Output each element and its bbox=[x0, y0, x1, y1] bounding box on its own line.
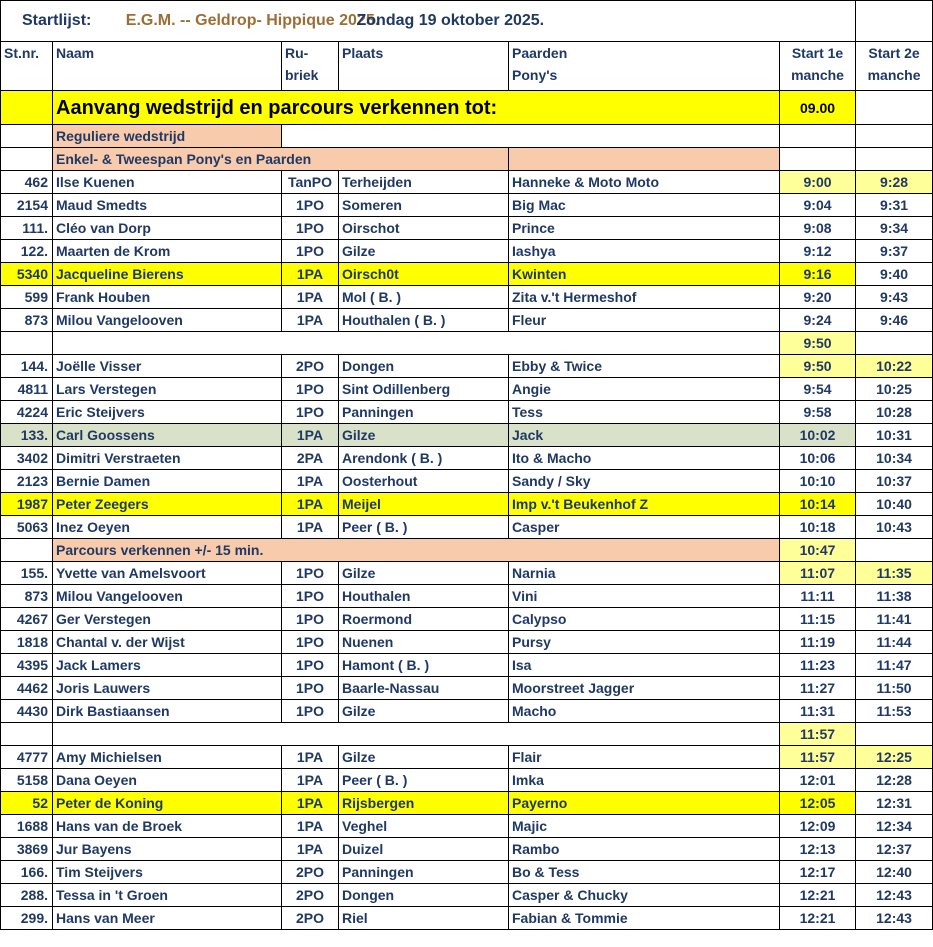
rubriek: 1PO bbox=[282, 608, 339, 631]
table-row bbox=[1, 493, 933, 516]
start-number: 4777 bbox=[1, 746, 53, 769]
pause-empty-wide bbox=[53, 723, 780, 746]
rider-name: Amy Michielsen bbox=[53, 746, 282, 769]
rider-name: Milou Vangelooven bbox=[53, 309, 282, 332]
start-time-1: 9:20 bbox=[780, 286, 856, 309]
start-time-2: 12:31 bbox=[856, 792, 933, 815]
table-row bbox=[1, 769, 933, 792]
rubriek: 1PO bbox=[282, 401, 339, 424]
paard: Isa bbox=[509, 654, 780, 677]
plaats: Dongen bbox=[339, 884, 509, 907]
plaats: Oosterhout bbox=[339, 470, 509, 493]
rider-name: Milou Vangelooven bbox=[53, 585, 282, 608]
parcours-text: Parcours verkennen +/- 15 min. bbox=[53, 539, 780, 562]
table-row bbox=[1, 585, 933, 608]
rubriek: 2PA bbox=[282, 447, 339, 470]
col-paarden: Paarden Pony's bbox=[509, 42, 780, 91]
paard: Big Mac bbox=[509, 194, 780, 217]
rider-name: Dimitri Verstraeten bbox=[53, 447, 282, 470]
rider-name: Joëlle Visser bbox=[53, 355, 282, 378]
paard: Fabian & Tommie bbox=[509, 907, 780, 930]
rider-name: Dana Oeyen bbox=[53, 769, 282, 792]
col-start2: Start 2e manche bbox=[856, 42, 933, 91]
enkel-row bbox=[1, 148, 933, 171]
start-time-1: 11:23 bbox=[780, 654, 856, 677]
plaats: Mol ( B. ) bbox=[339, 286, 509, 309]
start-number: 166. bbox=[1, 861, 53, 884]
paard: Prince bbox=[509, 217, 780, 240]
column-header-row bbox=[1, 42, 933, 91]
table-row bbox=[1, 815, 933, 838]
start-time-2: 11:53 bbox=[856, 700, 933, 723]
start-time-1: 10:02 bbox=[780, 424, 856, 447]
start-time-1: 12:05 bbox=[780, 792, 856, 815]
rubriek: 1PO bbox=[282, 654, 339, 677]
start-number: 4430 bbox=[1, 700, 53, 723]
start-time-2: 10:40 bbox=[856, 493, 933, 516]
table-row bbox=[1, 861, 933, 884]
rider-name: Tim Steijvers bbox=[53, 861, 282, 884]
parcours-time: 10:47 bbox=[780, 539, 856, 562]
start-number: 3402 bbox=[1, 447, 53, 470]
rubriek: 1PO bbox=[282, 631, 339, 654]
table-row bbox=[1, 194, 933, 217]
rider-name: Ilse Kuenen bbox=[53, 171, 282, 194]
start-number: 111. bbox=[1, 217, 53, 240]
col-rubriek: Ru- briek bbox=[282, 42, 339, 91]
paard: Macho bbox=[509, 700, 780, 723]
plaats: Someren bbox=[339, 194, 509, 217]
aanvang-row bbox=[1, 91, 933, 125]
paard: Fleur bbox=[509, 309, 780, 332]
paard: Ito & Macho bbox=[509, 447, 780, 470]
table-row bbox=[1, 424, 933, 447]
paard: Casper & Chucky bbox=[509, 884, 780, 907]
start-time-2: 12:25 bbox=[856, 746, 933, 769]
paard: Casper bbox=[509, 516, 780, 539]
start-time-1: 11:57 bbox=[780, 746, 856, 769]
table-row bbox=[1, 838, 933, 861]
start-number: 1987 bbox=[1, 493, 53, 516]
start-time-2: 10:43 bbox=[856, 516, 933, 539]
start-number: 133. bbox=[1, 424, 53, 447]
start-time-1: 10:06 bbox=[780, 447, 856, 470]
start-time-1: 11:07 bbox=[780, 562, 856, 585]
start-time-2: 12:37 bbox=[856, 838, 933, 861]
start-number: 873 bbox=[1, 585, 53, 608]
rider-name: Peter de Koning bbox=[53, 792, 282, 815]
table-row bbox=[1, 792, 933, 815]
start-time-2: 10:31 bbox=[856, 424, 933, 447]
start-time-1: 9:54 bbox=[780, 378, 856, 401]
table-row bbox=[1, 240, 933, 263]
start-number: 462 bbox=[1, 171, 53, 194]
table-row bbox=[1, 884, 933, 907]
start-number: 599 bbox=[1, 286, 53, 309]
rubriek: 2PO bbox=[282, 907, 339, 930]
rubriek: 1PA bbox=[282, 746, 339, 769]
start-number: 4267 bbox=[1, 608, 53, 631]
start-number: 52 bbox=[1, 792, 53, 815]
section-regulier: Reguliere wedstrijd bbox=[53, 125, 282, 148]
aanvang-text: Aanvang wedstrijd en parcours verkennen tot: bbox=[53, 91, 780, 125]
rubriek: 1PA bbox=[282, 286, 339, 309]
rider-name: Jack Lamers bbox=[53, 654, 282, 677]
start-time-1: 10:18 bbox=[780, 516, 856, 539]
table-row bbox=[1, 378, 933, 401]
aanvang-empty-cell bbox=[1, 91, 53, 125]
start-number: 1818 bbox=[1, 631, 53, 654]
rider-name: Cléo van Dorp bbox=[53, 217, 282, 240]
start-time-1: 9:16 bbox=[780, 263, 856, 286]
rider-name: Tessa in 't Groen bbox=[53, 884, 282, 907]
start-number: 144. bbox=[1, 355, 53, 378]
event-date: Zondag 19 oktober 2025. bbox=[356, 12, 545, 29]
start-time-1: 11:27 bbox=[780, 677, 856, 700]
plaats: Arendonk ( B. ) bbox=[339, 447, 509, 470]
rider-name: Yvette van Amelsvoort bbox=[53, 562, 282, 585]
plaats: Gilze bbox=[339, 746, 509, 769]
rubriek: 1PA bbox=[282, 309, 339, 332]
start-number: 122. bbox=[1, 240, 53, 263]
rider-name: Bernie Damen bbox=[53, 470, 282, 493]
paard: Flair bbox=[509, 746, 780, 769]
start-time-2: 9:28 bbox=[856, 171, 933, 194]
start-time-2: 9:43 bbox=[856, 286, 933, 309]
start-number: 4462 bbox=[1, 677, 53, 700]
title-empty-cell bbox=[856, 1, 933, 42]
table-row bbox=[1, 447, 933, 470]
paard: Angie bbox=[509, 378, 780, 401]
col-plaats: Plaats bbox=[339, 42, 509, 91]
start-time-1: 12:17 bbox=[780, 861, 856, 884]
table-row bbox=[1, 286, 933, 309]
start-time-2: 9:40 bbox=[856, 263, 933, 286]
rider-name: Carl Goossens bbox=[53, 424, 282, 447]
rider-name: Maud Smedts bbox=[53, 194, 282, 217]
rider-name: Joris Lauwers bbox=[53, 677, 282, 700]
rubriek: 1PA bbox=[282, 424, 339, 447]
rider-name: Hans van Meer bbox=[53, 907, 282, 930]
rider-name: Jacqueline Bierens bbox=[53, 263, 282, 286]
plaats: Duizel bbox=[339, 838, 509, 861]
paard: Zita v.'t Hermeshof bbox=[509, 286, 780, 309]
start-number: 3869 bbox=[1, 838, 53, 861]
rider-name: Peter Zeegers bbox=[53, 493, 282, 516]
plaats: Terheijden bbox=[339, 171, 509, 194]
col-nr: St.nr. bbox=[1, 42, 53, 91]
plaats: Dongen bbox=[339, 355, 509, 378]
start-number: 299. bbox=[1, 907, 53, 930]
table-row bbox=[1, 677, 933, 700]
title-row bbox=[1, 1, 933, 42]
pause-empty-end bbox=[856, 332, 933, 355]
rubriek: 1PO bbox=[282, 677, 339, 700]
start-time-1: 12:21 bbox=[780, 884, 856, 907]
table-row bbox=[1, 401, 933, 424]
paard: Kwinten bbox=[509, 263, 780, 286]
start-time-1: 9:04 bbox=[780, 194, 856, 217]
start-time-2: 11:35 bbox=[856, 562, 933, 585]
rubriek: 1PA bbox=[282, 470, 339, 493]
rubriek: 2PO bbox=[282, 355, 339, 378]
rubriek: 1PO bbox=[282, 217, 339, 240]
section-enkel: Enkel- & Tweespan Pony's en Paarden bbox=[53, 148, 509, 171]
plaats: Hamont ( B. ) bbox=[339, 654, 509, 677]
pause-empty bbox=[1, 723, 53, 746]
start-time-2: 12:43 bbox=[856, 884, 933, 907]
plaats: Veghel bbox=[339, 815, 509, 838]
rubriek: 1PA bbox=[282, 493, 339, 516]
table-row bbox=[1, 700, 933, 723]
rubriek: 1PA bbox=[282, 792, 339, 815]
start-time-1: 12:21 bbox=[780, 907, 856, 930]
plaats: Sint Odillenberg bbox=[339, 378, 509, 401]
rider-name: Dirk Bastiaansen bbox=[53, 700, 282, 723]
table-row bbox=[1, 263, 933, 286]
rubriek: 1PA bbox=[282, 838, 339, 861]
startlist-label: Startlijst: bbox=[22, 12, 92, 29]
start-time-1: 9:08 bbox=[780, 217, 856, 240]
start-number: 4224 bbox=[1, 401, 53, 424]
paard: Payerno bbox=[509, 792, 780, 815]
paard: Hanneke & Moto Moto bbox=[509, 171, 780, 194]
plaats: Roermond bbox=[339, 608, 509, 631]
rubriek: 2PO bbox=[282, 884, 339, 907]
paard: Rambo bbox=[509, 838, 780, 861]
table-row bbox=[1, 217, 933, 240]
parcours-row bbox=[1, 539, 933, 562]
start-time-2: 9:31 bbox=[856, 194, 933, 217]
paard: Imka bbox=[509, 769, 780, 792]
start-number: 5340 bbox=[1, 263, 53, 286]
plaats: Gilze bbox=[339, 240, 509, 263]
plaats: Peer ( B. ) bbox=[339, 769, 509, 792]
aanvang-time: 09.00 bbox=[780, 91, 856, 125]
rubriek: 1PO bbox=[282, 585, 339, 608]
paard: Moorstreet Jagger bbox=[509, 677, 780, 700]
aanvang-empty-end bbox=[856, 91, 933, 125]
rider-name: Jur Bayens bbox=[53, 838, 282, 861]
parcours-empty-end bbox=[856, 539, 933, 562]
rider-name: Hans van de Broek bbox=[53, 815, 282, 838]
start-time-1: 9:12 bbox=[780, 240, 856, 263]
rubriek: 1PO bbox=[282, 562, 339, 585]
paard: Pursy bbox=[509, 631, 780, 654]
paard: Bo & Tess bbox=[509, 861, 780, 884]
start-time-2: 12:40 bbox=[856, 861, 933, 884]
start-time-1: 11:31 bbox=[780, 700, 856, 723]
rider-name: Eric Steijvers bbox=[53, 401, 282, 424]
title-cell bbox=[1, 1, 380, 42]
start-time-1: 9:58 bbox=[780, 401, 856, 424]
start-time-1: 11:11 bbox=[780, 585, 856, 608]
paard: Sandy / Sky bbox=[509, 470, 780, 493]
table-row bbox=[1, 631, 933, 654]
start-time-2: 10:37 bbox=[856, 470, 933, 493]
rubriek: 1PO bbox=[282, 700, 339, 723]
rubriek: 2PO bbox=[282, 861, 339, 884]
table-row bbox=[1, 608, 933, 631]
start-time-1: 9:24 bbox=[780, 309, 856, 332]
start-time-2: 9:37 bbox=[856, 240, 933, 263]
start-time-1: 11:19 bbox=[780, 631, 856, 654]
date-cell bbox=[282, 1, 856, 42]
paard: Imp v.'t Beukenhof Z bbox=[509, 493, 780, 516]
rubriek: 1PA bbox=[282, 263, 339, 286]
pause-row-2 bbox=[1, 723, 933, 746]
pause-row-1 bbox=[1, 332, 933, 355]
plaats: Panningen bbox=[339, 861, 509, 884]
rubriek: 1PA bbox=[282, 516, 339, 539]
start-number: 155. bbox=[1, 562, 53, 585]
table-row bbox=[1, 171, 933, 194]
table-row bbox=[1, 355, 933, 378]
start-number: 5158 bbox=[1, 769, 53, 792]
event-name: E.G.M. -- Geldrop- Hippique 2025. bbox=[125, 12, 380, 29]
paard: Majic bbox=[509, 815, 780, 838]
start-time-2: 11:38 bbox=[856, 585, 933, 608]
plaats: Rijsbergen bbox=[339, 792, 509, 815]
rider-name: Maarten de Krom bbox=[53, 240, 282, 263]
start-time-2: 11:50 bbox=[856, 677, 933, 700]
col-start1: Start 1e manche bbox=[780, 42, 856, 91]
paard: Calypso bbox=[509, 608, 780, 631]
rider-name: Chantal v. der Wijst bbox=[53, 631, 282, 654]
rubriek: 1PA bbox=[282, 815, 339, 838]
start-time-2: 11:44 bbox=[856, 631, 933, 654]
plaats: Panningen bbox=[339, 401, 509, 424]
table-row bbox=[1, 562, 933, 585]
plaats: Houthalen bbox=[339, 585, 509, 608]
start-time-1: 9:00 bbox=[780, 171, 856, 194]
plaats: Oirsch0t bbox=[339, 263, 509, 286]
table-row bbox=[1, 746, 933, 769]
plaats: Meijel bbox=[339, 493, 509, 516]
table-row bbox=[1, 470, 933, 493]
plaats: Gilze bbox=[339, 424, 509, 447]
rubriek: 1PO bbox=[282, 378, 339, 401]
paard: Jack bbox=[509, 424, 780, 447]
start-time-2: 12:28 bbox=[856, 769, 933, 792]
start-time-1: 12:01 bbox=[780, 769, 856, 792]
plaats: Peer ( B. ) bbox=[339, 516, 509, 539]
rubriek: 1PO bbox=[282, 240, 339, 263]
pause-time: 11:57 bbox=[780, 723, 856, 746]
start-time-2: 9:46 bbox=[856, 309, 933, 332]
plaats: Riel bbox=[339, 907, 509, 930]
pause-empty-end bbox=[856, 723, 933, 746]
rubriek: 1PA bbox=[282, 769, 339, 792]
plaats: Houthalen ( B. ) bbox=[339, 309, 509, 332]
plaats: Nuenen bbox=[339, 631, 509, 654]
start-number: 2154 bbox=[1, 194, 53, 217]
paard: Iashya bbox=[509, 240, 780, 263]
rider-name: Ger Verstegen bbox=[53, 608, 282, 631]
start-number: 5063 bbox=[1, 516, 53, 539]
plaats: Gilze bbox=[339, 700, 509, 723]
start-number: 4811 bbox=[1, 378, 53, 401]
start-time-1: 12:09 bbox=[780, 815, 856, 838]
pause-time: 9:50 bbox=[780, 332, 856, 355]
pause-empty-wide bbox=[53, 332, 780, 355]
col-naam: Naam bbox=[53, 42, 282, 91]
rider-name: Frank Houben bbox=[53, 286, 282, 309]
start-time-2: 9:34 bbox=[856, 217, 933, 240]
start-number: 288. bbox=[1, 884, 53, 907]
paard: Ebby & Twice bbox=[509, 355, 780, 378]
start-time-2: 12:43 bbox=[856, 907, 933, 930]
start-number: 2123 bbox=[1, 470, 53, 493]
table-row bbox=[1, 654, 933, 677]
start-time-2: 10:22 bbox=[856, 355, 933, 378]
table-row bbox=[1, 516, 933, 539]
start-time-2: 12:34 bbox=[856, 815, 933, 838]
plaats: Oirschot bbox=[339, 217, 509, 240]
parcours-empty bbox=[1, 539, 53, 562]
pause-empty bbox=[1, 332, 53, 355]
start-time-1: 12:13 bbox=[780, 838, 856, 861]
start-time-1: 11:15 bbox=[780, 608, 856, 631]
rubriek: 1PO bbox=[282, 194, 339, 217]
paard: Vini bbox=[509, 585, 780, 608]
start-number: 4395 bbox=[1, 654, 53, 677]
start-time-2: 11:41 bbox=[856, 608, 933, 631]
paard: Narnia bbox=[509, 562, 780, 585]
rider-name: Lars Verstegen bbox=[53, 378, 282, 401]
table-row bbox=[1, 309, 933, 332]
rubriek: TanPO bbox=[282, 171, 339, 194]
rider-name: Inez Oeyen bbox=[53, 516, 282, 539]
plaats: Gilze bbox=[339, 562, 509, 585]
table-row bbox=[1, 907, 933, 930]
start-time-1: 10:10 bbox=[780, 470, 856, 493]
start-time-2: 10:25 bbox=[856, 378, 933, 401]
start-time-2: 10:28 bbox=[856, 401, 933, 424]
start-time-1: 9:50 bbox=[780, 355, 856, 378]
regulier-row bbox=[1, 125, 933, 148]
start-number: 873 bbox=[1, 309, 53, 332]
plaats: Baarle-Nassau bbox=[339, 677, 509, 700]
start-number: 1688 bbox=[1, 815, 53, 838]
start-time-1: 10:14 bbox=[780, 493, 856, 516]
paard: Tess bbox=[509, 401, 780, 424]
start-time-2: 10:34 bbox=[856, 447, 933, 470]
start-time-2: 11:47 bbox=[856, 654, 933, 677]
